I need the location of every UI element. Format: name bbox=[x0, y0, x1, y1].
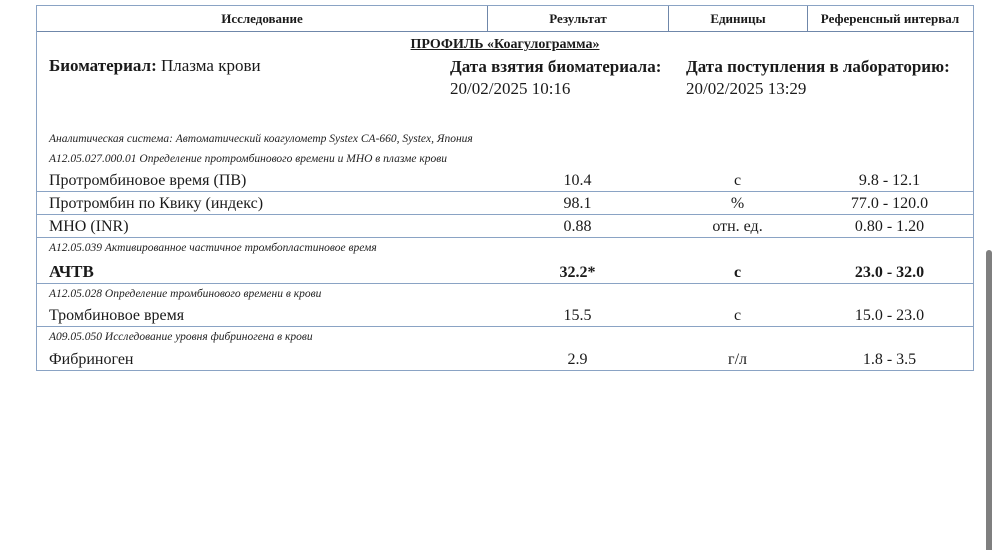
test-name: АЧТВ bbox=[49, 262, 94, 281]
test-reference: 77.0 - 120.0 bbox=[850, 195, 929, 212]
test-result: 2.9 bbox=[567, 351, 588, 368]
group-code-title: A12.05.039 Активированное частичное тромбопластиновое время bbox=[49, 242, 377, 254]
table-row-flagged bbox=[37, 258, 973, 284]
test-unit: % bbox=[730, 195, 745, 212]
table-row bbox=[37, 304, 973, 327]
test-unit: г/л bbox=[728, 351, 747, 368]
group-code-title: A12.05.027.000.01 Определение протромбинового времени и МНО в плазме крови bbox=[49, 153, 447, 165]
vertical-scrollbar[interactable] bbox=[986, 250, 992, 550]
analytic-system-note: Аналитическая система: Автоматический коагулометр Systex CA-660, Systex, Япония bbox=[49, 133, 473, 145]
biomaterial-label: Биоматериал: bbox=[49, 56, 157, 75]
table-row bbox=[37, 215, 973, 238]
biomaterial bbox=[49, 56, 261, 76]
test-reference: 23.0 - 32.0 bbox=[854, 264, 925, 281]
header-result: Результат bbox=[487, 6, 668, 31]
test-result-flagged: 32.2* bbox=[559, 264, 596, 281]
test-reference: 15.0 - 23.0 bbox=[854, 307, 925, 324]
received-date bbox=[686, 56, 950, 100]
test-result: 10.4 bbox=[563, 172, 592, 189]
received-date-value: 20/02/2025 13:29 bbox=[686, 79, 807, 98]
header-units: Единицы bbox=[668, 6, 807, 31]
table-row bbox=[37, 347, 973, 370]
sample-meta bbox=[37, 54, 973, 129]
test-reference: 9.8 - 12.1 bbox=[858, 172, 921, 189]
test-reference: 1.8 - 3.5 bbox=[862, 351, 917, 368]
group-code-title: A12.05.028 Определение тромбинового времени в крови bbox=[49, 288, 322, 300]
profile-title: ПРОФИЛЬ «Коагулограмма» bbox=[410, 37, 600, 52]
table-row bbox=[37, 192, 973, 215]
group-code-title: A09.05.050 Исследование уровня фибриногена в крови bbox=[49, 331, 313, 343]
biomaterial-value: Плазма крови bbox=[160, 56, 261, 75]
received-date-label: Дата поступления в лабораторию: bbox=[686, 57, 950, 76]
table-row bbox=[37, 169, 973, 192]
test-unit: с bbox=[733, 172, 742, 189]
test-name: Протромбин по Квику (индекс) bbox=[49, 195, 264, 212]
test-name: МНО (INR) bbox=[49, 218, 129, 235]
test-name: Фибриноген bbox=[49, 351, 134, 368]
test-result: 15.5 bbox=[563, 307, 592, 324]
header-reference: Референсный интервал bbox=[807, 6, 972, 31]
lab-report-table bbox=[36, 5, 974, 371]
test-reference: 0.80 - 1.20 bbox=[854, 218, 925, 235]
test-name: Протромбиновое время (ПВ) bbox=[49, 172, 247, 189]
test-unit: отн. ед. bbox=[712, 218, 763, 235]
test-name: Тромбиновое время bbox=[49, 307, 185, 324]
test-result: 98.1 bbox=[563, 195, 592, 212]
table-header bbox=[37, 6, 973, 32]
test-unit: с bbox=[733, 264, 742, 281]
collection-date bbox=[450, 56, 661, 100]
test-unit: с bbox=[733, 307, 742, 324]
header-study: Исследование bbox=[221, 10, 303, 26]
collection-date-value: 20/02/2025 10:16 bbox=[450, 79, 571, 98]
collection-date-label: Дата взятия биоматериала: bbox=[450, 57, 662, 76]
test-result: 0.88 bbox=[563, 218, 592, 235]
